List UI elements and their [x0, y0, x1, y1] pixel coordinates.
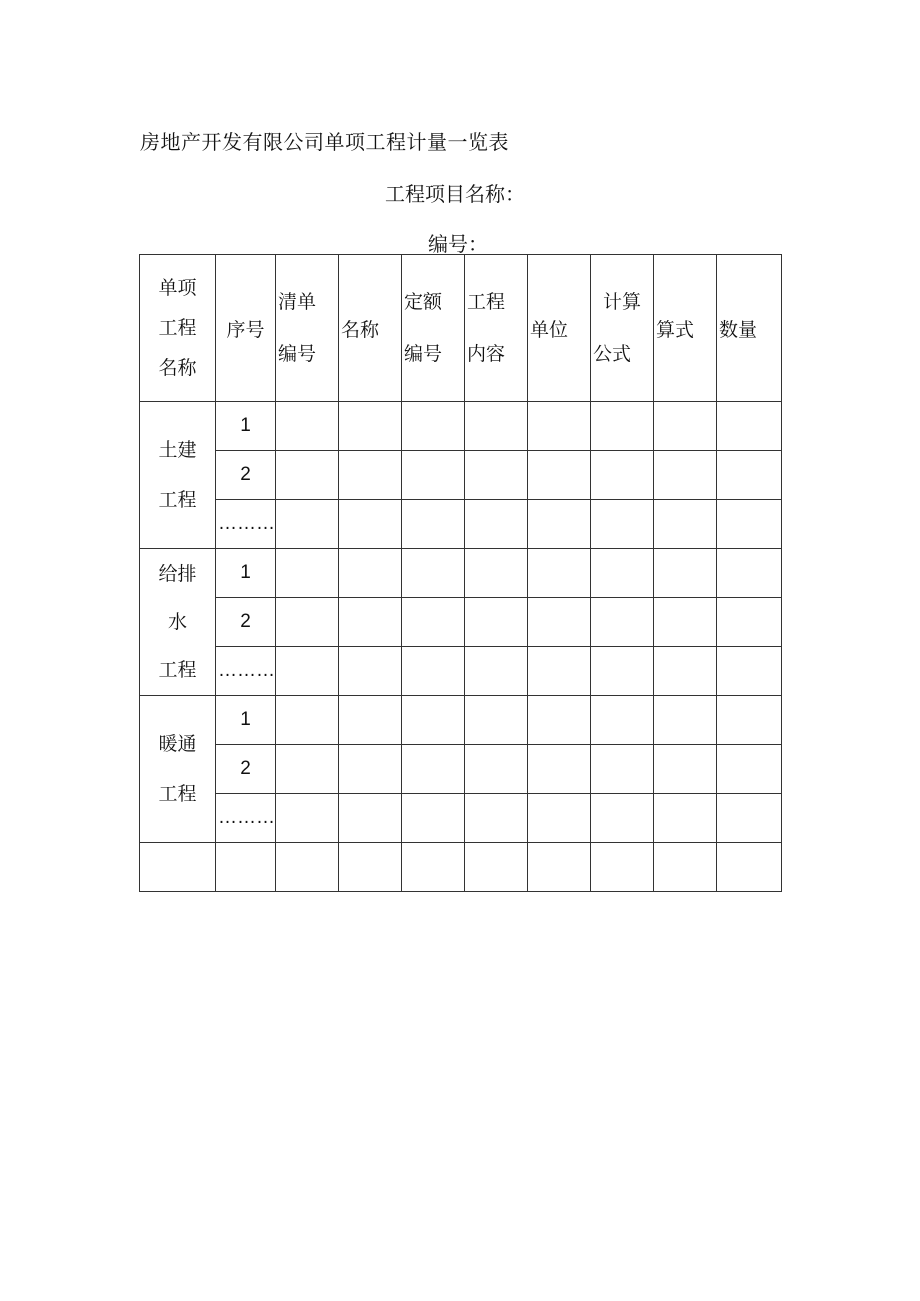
- empty-cell[interactable]: [339, 402, 402, 451]
- empty-cell[interactable]: [528, 549, 591, 598]
- empty-cell[interactable]: [402, 745, 465, 794]
- empty-cell[interactable]: [528, 451, 591, 500]
- empty-cell[interactable]: [717, 598, 782, 647]
- empty-cell[interactable]: [591, 843, 654, 892]
- group-name-cell: 给排 水 工程: [140, 549, 216, 696]
- empty-cell[interactable]: [654, 696, 717, 745]
- empty-cell[interactable]: [276, 451, 339, 500]
- empty-cell[interactable]: [140, 843, 216, 892]
- table-row: [140, 696, 782, 745]
- empty-cell[interactable]: [402, 451, 465, 500]
- empty-cell[interactable]: [717, 647, 782, 696]
- seq-cell: 2: [216, 745, 276, 794]
- table-row: [140, 647, 782, 696]
- empty-cell[interactable]: [528, 647, 591, 696]
- empty-cell[interactable]: [654, 451, 717, 500]
- empty-cell[interactable]: [591, 500, 654, 549]
- header-bill-code: 清单 编号: [276, 255, 339, 402]
- empty-cell[interactable]: [528, 500, 591, 549]
- table-row: [140, 451, 782, 500]
- empty-cell[interactable]: [528, 745, 591, 794]
- table-row: [140, 745, 782, 794]
- measurement-table: [139, 254, 782, 892]
- empty-cell[interactable]: [717, 696, 782, 745]
- empty-cell[interactable]: [402, 647, 465, 696]
- empty-cell[interactable]: [591, 598, 654, 647]
- empty-cell[interactable]: [465, 451, 528, 500]
- empty-cell[interactable]: [465, 402, 528, 451]
- header-text: 单项: [158, 277, 197, 299]
- group-name-cell: 暖通 工程: [140, 696, 216, 843]
- empty-cell[interactable]: [402, 794, 465, 843]
- empty-cell[interactable]: [654, 598, 717, 647]
- table-row: [140, 598, 782, 647]
- empty-cell[interactable]: [465, 549, 528, 598]
- empty-cell[interactable]: [465, 500, 528, 549]
- empty-cell[interactable]: [402, 598, 465, 647]
- header-work-content: 工程 内容: [465, 255, 528, 402]
- project-name-label: 工程项目名称：: [385, 182, 525, 206]
- empty-cell[interactable]: [591, 794, 654, 843]
- empty-cell[interactable]: [339, 696, 402, 745]
- empty-cell[interactable]: [276, 402, 339, 451]
- header-seq-no: 序号: [216, 255, 276, 402]
- empty-cell[interactable]: [591, 745, 654, 794]
- empty-cell[interactable]: [216, 843, 276, 892]
- empty-cell[interactable]: [528, 696, 591, 745]
- empty-cell[interactable]: [654, 402, 717, 451]
- empty-cell[interactable]: [276, 647, 339, 696]
- seq-cell: 2: [216, 598, 276, 647]
- empty-cell[interactable]: [276, 500, 339, 549]
- table-row: [140, 500, 782, 549]
- empty-cell[interactable]: [654, 549, 717, 598]
- document-title: 房地产开发有限公司单项工程计量一览表: [140, 130, 509, 154]
- empty-cell[interactable]: [276, 549, 339, 598]
- empty-cell[interactable]: [528, 843, 591, 892]
- header-formula: 计算 公式: [591, 255, 654, 402]
- empty-cell[interactable]: [717, 451, 782, 500]
- empty-cell[interactable]: [276, 843, 339, 892]
- empty-cell[interactable]: [654, 794, 717, 843]
- empty-cell[interactable]: [654, 745, 717, 794]
- empty-cell[interactable]: [339, 451, 402, 500]
- empty-cell[interactable]: [339, 745, 402, 794]
- table-row: [140, 794, 782, 843]
- seq-cell: 1: [216, 402, 276, 451]
- empty-cell[interactable]: [717, 843, 782, 892]
- empty-cell[interactable]: [528, 794, 591, 843]
- serial-number-label: 编号：: [428, 232, 488, 256]
- empty-cell[interactable]: [717, 745, 782, 794]
- seq-cell: 2: [216, 451, 276, 500]
- header-quantity: 数量: [717, 255, 782, 402]
- empty-cell[interactable]: [591, 647, 654, 696]
- empty-cell[interactable]: [717, 794, 782, 843]
- empty-cell[interactable]: [465, 647, 528, 696]
- empty-cell[interactable]: [402, 843, 465, 892]
- empty-cell[interactable]: [654, 500, 717, 549]
- header-text: 名称: [158, 357, 197, 379]
- empty-cell[interactable]: [339, 500, 402, 549]
- empty-cell[interactable]: [717, 549, 782, 598]
- empty-cell[interactable]: [276, 794, 339, 843]
- empty-cell[interactable]: [402, 500, 465, 549]
- seq-cell-ellipsis: ………: [216, 794, 276, 843]
- empty-cell[interactable]: [402, 696, 465, 745]
- seq-cell: 1: [216, 549, 276, 598]
- empty-cell[interactable]: [717, 500, 782, 549]
- header-expression: 算式: [654, 255, 717, 402]
- empty-cell[interactable]: [276, 598, 339, 647]
- empty-cell[interactable]: [465, 696, 528, 745]
- empty-cell[interactable]: [339, 843, 402, 892]
- table-row: [140, 402, 782, 451]
- table-header-row: [140, 255, 782, 402]
- empty-cell[interactable]: [591, 696, 654, 745]
- empty-cell[interactable]: [465, 843, 528, 892]
- empty-cell[interactable]: [402, 402, 465, 451]
- group-name-cell: 土建 工程: [140, 402, 216, 549]
- empty-cell[interactable]: [276, 696, 339, 745]
- empty-cell[interactable]: [654, 843, 717, 892]
- empty-cell[interactable]: [528, 598, 591, 647]
- empty-cell[interactable]: [402, 549, 465, 598]
- header-text: 工程: [158, 317, 197, 339]
- empty-cell[interactable]: [339, 647, 402, 696]
- header-name: 名称: [339, 255, 402, 402]
- empty-cell[interactable]: [465, 745, 528, 794]
- empty-cell[interactable]: [654, 647, 717, 696]
- empty-cell[interactable]: [339, 794, 402, 843]
- empty-cell[interactable]: [339, 549, 402, 598]
- empty-cell[interactable]: [591, 451, 654, 500]
- table-row-empty: [140, 843, 782, 892]
- header-unit: 单位: [528, 255, 591, 402]
- empty-cell[interactable]: [339, 598, 402, 647]
- empty-cell[interactable]: [591, 402, 654, 451]
- seq-cell-ellipsis: ………: [216, 500, 276, 549]
- empty-cell[interactable]: [276, 745, 339, 794]
- empty-cell[interactable]: [465, 794, 528, 843]
- header-quota-code: 定额 编号: [402, 255, 465, 402]
- seq-cell-ellipsis: ………: [216, 647, 276, 696]
- empty-cell[interactable]: [591, 549, 654, 598]
- empty-cell[interactable]: [717, 402, 782, 451]
- header-item-name: [140, 255, 216, 402]
- empty-cell[interactable]: [528, 402, 591, 451]
- seq-cell: 1: [216, 696, 276, 745]
- table-row: [140, 549, 782, 598]
- empty-cell[interactable]: [465, 598, 528, 647]
